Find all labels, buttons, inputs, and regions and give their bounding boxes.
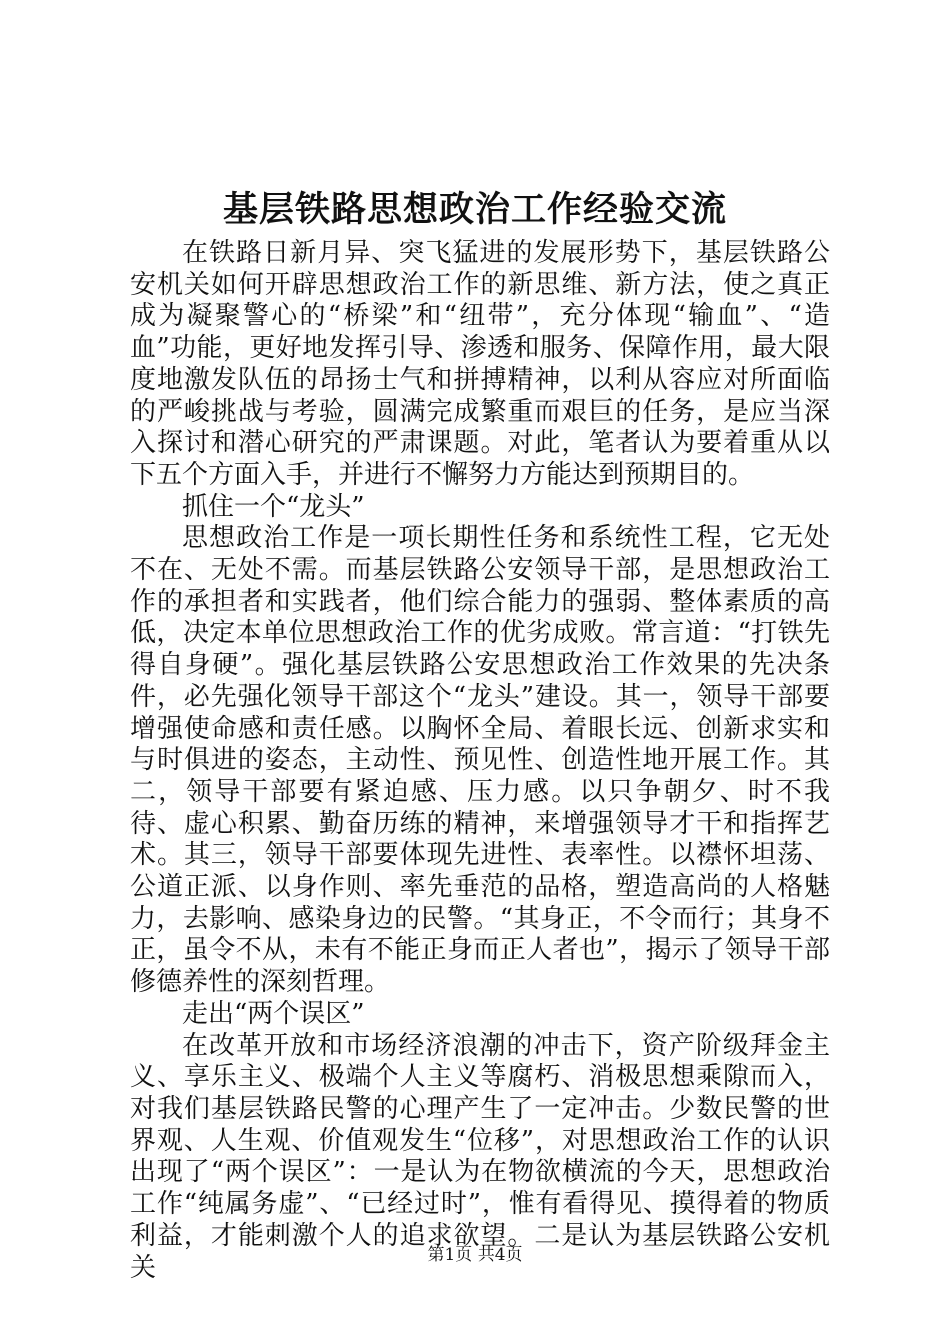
- paragraph-misconceptions: 在改革开放和市场经济浪潮的冲击下，资产阶级拜金主义、享乐主义、极端个人主义等腐朽、消极思想乘隙而入，对我们基层铁路民警的心理产生了一定冲击。少数民警的世界观、人生观、价值观发生“位移”，对思想政治工作的认识出现了“两个误区”：一是认为在物欲横流的今天，思想政治工作“纯属务虚”、“已经过时”，惟有看得见、摸得着的物质利益，才能刺激个人的追求欲望。二是认为基层铁路公安机关: [130, 1030, 830, 1283]
- section-heading-dragon-head: 抓住一个“龙头”: [182, 491, 365, 522]
- document-body: [130, 238, 830, 1284]
- section-heading-two-misconceptions: 走出“两个误区”: [182, 998, 365, 1029]
- page-footer: 第1页 共4页: [427, 1245, 523, 1265]
- document-title: 基层铁路思想政治工作经验交流: [222, 189, 727, 230]
- paragraph-leadership: 思想政治工作是一项长期性任务和系统性工程，它无处不在、无处不需。而基层铁路公安领导干部，是思想政治工作的承担者和实践者，他们综合能力的强弱、整体素质的高低，决定本单位思想政治工作的优劣成败。常言道：“打铁先得自身硬”。强化基层铁路公安思想政治工作效果的先决条件，必先强化领导干部这个“龙头”建设。其一，领导干部要增强使命感和责任感。以胸怀全局、着眼长远、创新求实和与时俱进的姿态，主动性、预见性、创造性地开展工作。其二，领导干部要有紧迫感、压力感。以只争朝夕、时不我待、虚心积累、勤奋历练的精神，来增强领导才干和指挥艺术。其三，领导干部要体现先进性、表率性。以襟怀坦荡、公道正派、以身作则、率先垂范的品格，塑造高尚的人格魅力，去影响、感染身边的民警。“其身正，不令而行；其身不正，虽令不从，未有不能正身而正人者也”，揭示了领导干部修德养性的深刻哲理。: [130, 523, 830, 998]
- paragraph-intro: 在铁路日新月异、突飞猛进的发展形势下，基层铁路公安机关如何开辟思想政治工作的新思维、新方法，使之真正成为凝聚警心的“桥梁”和“纽带”，充分体现“输血”、“造血”功能，更好地发挥引导、渗透和服务、保障作用，最大限度地激发队伍的昂扬士气和拼搏精神，以利从容应对所面临的严峻挑战与考验，圆满完成繁重而艰巨的任务，是应当深入探讨和潜心研究的严肃课题。对此，笔者认为要着重从以下五个方面入手，并进行不懈努力方能达到预期目的。: [130, 238, 830, 490]
